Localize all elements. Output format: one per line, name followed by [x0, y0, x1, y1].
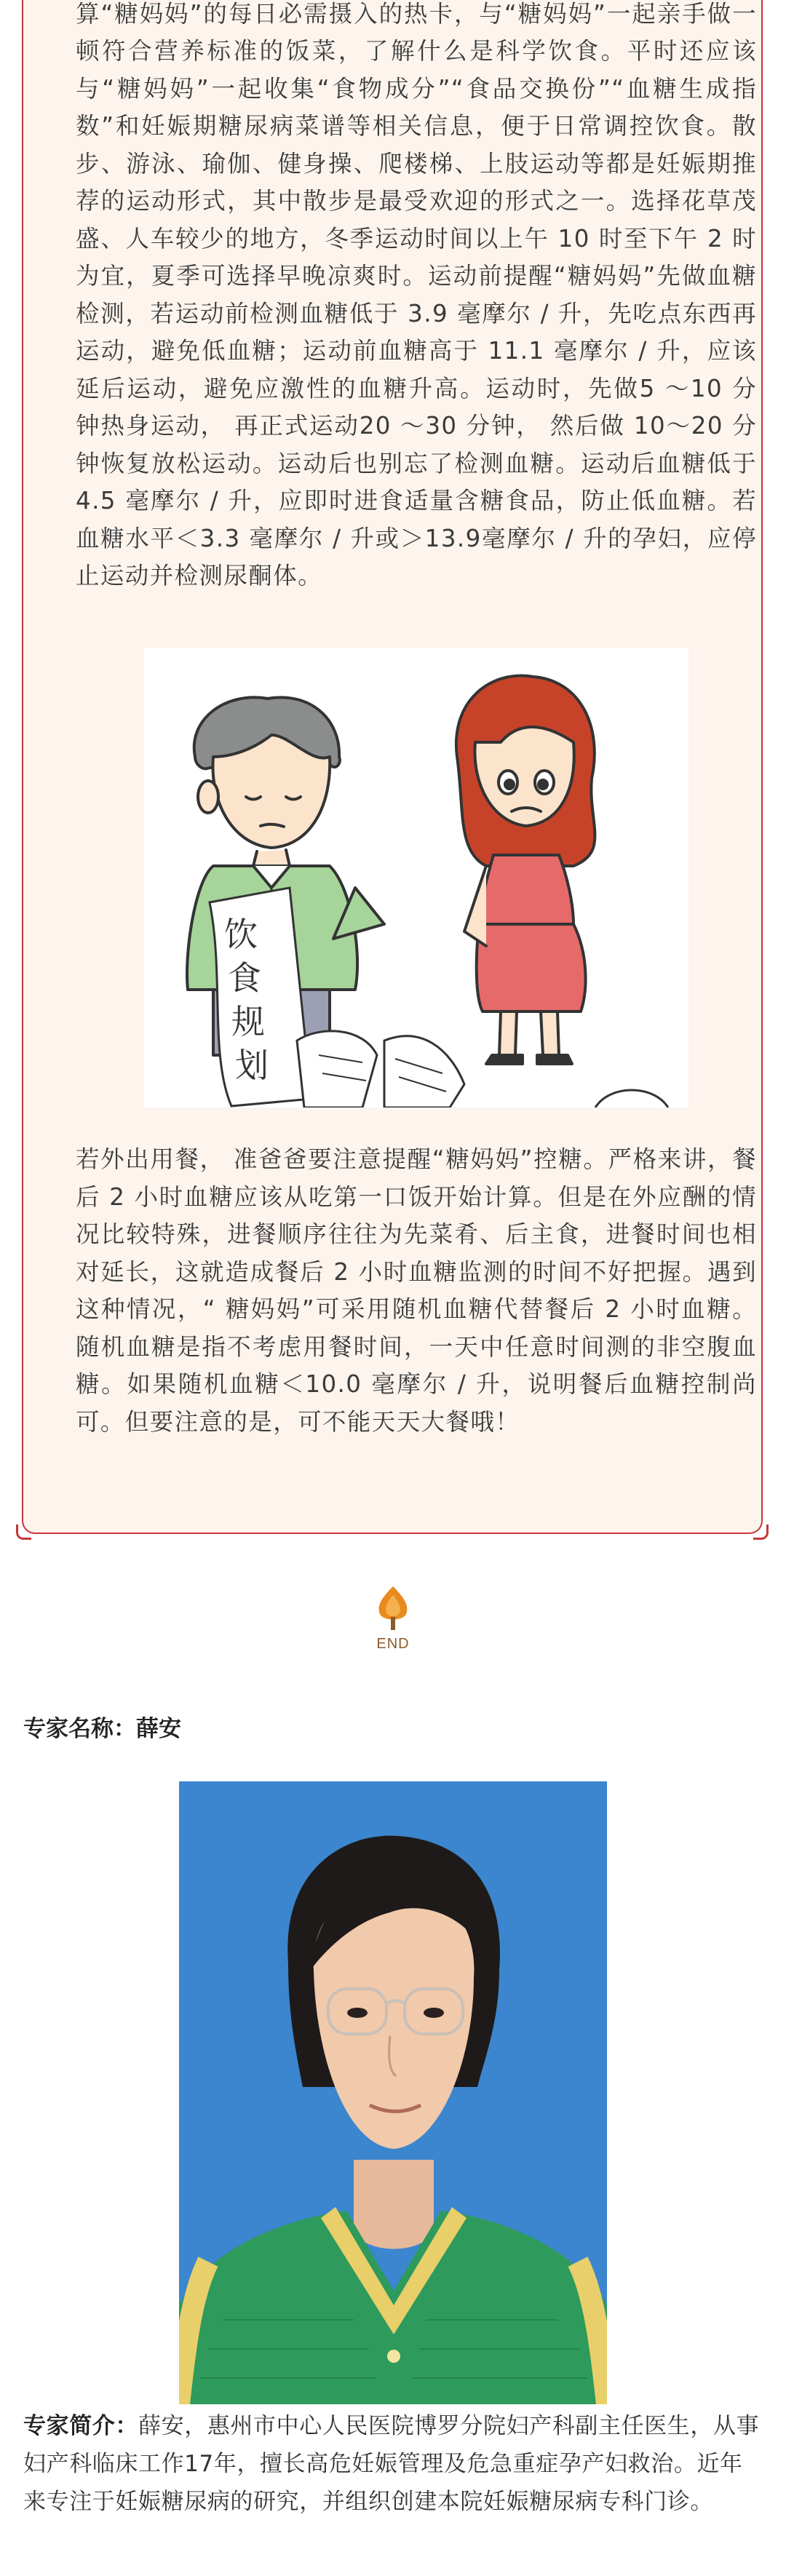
article-card	[22, 0, 763, 1534]
svg-text:规: 规	[231, 1002, 265, 1041]
expert-intro-text: 薛安，惠州市中心人民医院博罗分院妇产科副主任医生，从事妇产科临床工作17年，擅长高危妊娠管理及危急重症孕产妇救治。近年来专注于妊娠糖尿病的研究，并组织创建本院妊娠糖尿病专科门诊。	[23, 2413, 760, 2515]
diet-planning-illustration	[144, 648, 688, 1108]
expert-intro	[23, 2407, 764, 2521]
card-corner-ornament	[753, 1524, 769, 1540]
pregnant-woman-figure	[456, 675, 595, 1064]
svg-text:划: 划	[235, 1046, 269, 1085]
expert-name-label: 专家名称：	[23, 1716, 136, 1742]
tree-icon	[373, 1585, 413, 1631]
expert-name-value: 薛安	[136, 1716, 181, 1742]
expert-intro-label: 专家简介：	[23, 2413, 138, 2439]
article-paragraph: 算“糖妈妈”的每日必需摄入的热卡，与“糖妈妈”一起亲手做一顿符合营养标准的饭菜，了解什么是科学饮食。平时还应该与“糖妈妈”一起收集“食物成分”“食品交换份”“血糖生成指数”和妊娠期糖尿病菜谱等相关信息，便于日常调控饮食。散步、游泳、瑜伽、健身操、爬楼梯、上肢运动等都是妊娠期推荐的运动形式，其中散步是最受欢迎的形式之一。选择花草茂盛、人车较少的地方，冬季运动时间以上午 10 时至下午 2 时为宜，夏季可选择早晚凉爽时。运动前提醒“糖妈妈”先做血糖检测，若运动前检测血糖低于 3.9 毫摩尔 / 升，先吃点东西再运动，避免低血糖；运动前血糖高于 11.1 毫摩尔 / 升，应该延后运动，避免应激性的血糖升高。运动时，先做5 ～10 分钟热身运动， 再正式运动20 ～30 分钟， 然后做 10～20 分钟恢复放松运动。运动后也别忘了检测血糖。运动后血糖低于4.5 毫摩尔 / 升，应即时进食适量含糖食品，防止低血糖。若血糖水平＜3.3 毫摩尔 / 升或＞13.9毫摩尔 / 升的孕妇，应停止运动并检测尿酮体。	[76, 0, 757, 589]
card-corner-ornament	[16, 1524, 31, 1540]
illustration-label: 饮	[224, 915, 258, 954]
article-paragraph: 若外出用餐， 准爸爸要注意提醒“糖妈妈”控糖。严格来讲，餐后 2 小时血糖应该从吃第一口饭开始计算。但是在外应酬的情况比较特殊，进餐顺序往往为先菜肴、后主食，进餐时间也相对延长，这就造成餐后 2 小时血糖监测的时间不好把握。遇到这种情况，“ 糖妈妈”可采用随机血糖代替餐后 2 小时血糖。随机血糖是指不考虑用餐时间，一天中任意时间测的非空腹血糖。如果随机血糖＜10.0 毫摩尔 / 升，说明餐后血糖控制尚可。但要注意的是，可不能天天大餐哦！	[76, 1145, 757, 1436]
expert-name	[23, 1710, 181, 1743]
expert-photo	[179, 1781, 607, 2404]
end-marker	[368, 1585, 418, 1653]
end-label: END	[376, 1636, 410, 1652]
svg-text:食: 食	[228, 958, 261, 998]
